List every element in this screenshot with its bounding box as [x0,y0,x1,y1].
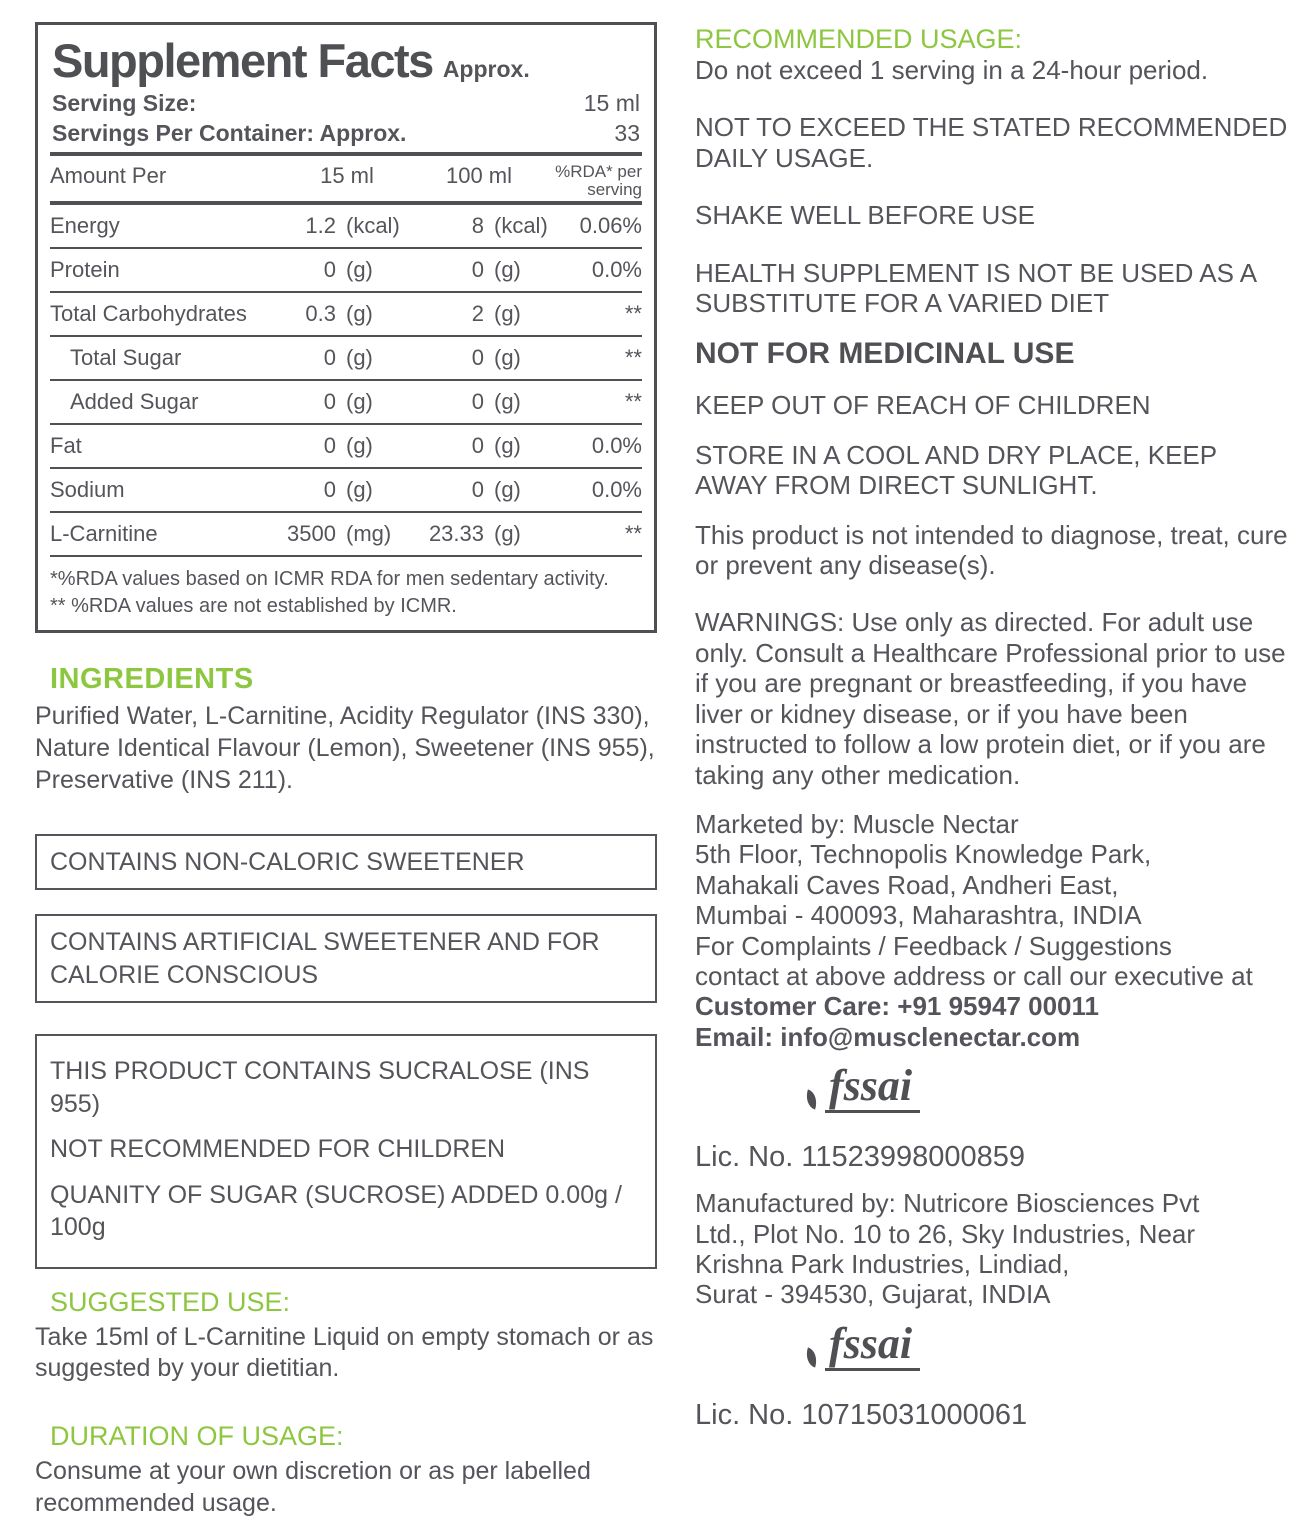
health-supplement-statement: HEALTH SUPPLEMENT IS NOT BE USED AS A SUBSTITUTE FOR A VARIED DIET [695,257,1256,319]
rda-value: ** [624,301,642,327]
unit-15ml: (g) [346,433,373,459]
header-amount-per: Amount Per [50,162,167,188]
warnings-text: WARNINGS: Use only as directed. For adult use only. Consult a Healthcare Professional prior to use if you are pregnant or breastfeeding, if you have liver or kidney disease, or if you have been instructed to follow a low protein diet, or if you are taking any other medication. [695,607,1286,790]
manufactured-by-block [695,1188,1293,1310]
value-100ml: 23.33 [428,521,484,547]
marketed-by-block [695,809,1293,1052]
value-100ml: 0 [471,345,484,371]
unit-100ml: (g) [494,389,521,415]
manufactured-by-line: Manufactured by: Nutricore Biosciences Pvt [695,1188,1200,1219]
nutrient-name: Total Carbohydrates [50,301,247,327]
table-row [50,337,642,381]
unit-15ml: (g) [346,389,373,415]
rda-value: 0.06% [579,213,642,239]
unit-100ml: (g) [494,433,521,459]
license-number-2: Lic. No. 10715031000061 [695,1398,1028,1431]
duration-of-usage-text: Consume at your own discretion or as per labelled recommended usage. [35,1457,591,1517]
rda-value: ** [624,345,642,371]
shake-well-statement: SHAKE WELL BEFORE USE [695,200,1036,231]
fssai-logo: fssai [825,1322,920,1371]
unit-100ml: (g) [494,521,521,547]
value-15ml: 0 [323,389,336,415]
table-header-row [50,152,642,206]
value-100ml: 0 [471,477,484,503]
serving-size-label: Serving Size: [52,90,197,116]
table-row [50,425,642,469]
marketed-by-line: contact at above address or call our executive at [695,960,1253,991]
supplement-facts-panel [35,22,657,633]
rda-value: ** [624,389,642,415]
value-100ml: 0 [471,389,484,415]
nutrient-name: Energy [50,213,120,239]
serving-size-value: 15 ml [583,90,640,116]
table-row [50,249,642,293]
unit-15ml: (kcal) [346,213,400,239]
table-row [50,205,642,249]
value-15ml: 0 [323,257,336,283]
table-row [50,381,642,425]
license-number-1: Lic. No. 11523998000859 [695,1141,1026,1174]
recommended-usage-heading: RECOMMENDED USAGE: [695,24,1023,54]
unit-15ml: (g) [346,345,373,371]
duration-of-usage-heading: DURATION OF USAGE: [50,1421,344,1452]
value-15ml: 0 [323,433,336,459]
unit-100ml: (g) [494,345,521,371]
supplement-facts-title-row [50,31,642,88]
recommended-usage-text: Do not exceed 1 serving in a 24-hour period. [695,55,1209,85]
rda-value: 0.0% [591,257,642,283]
leaf-icon [803,1090,821,1110]
unit-100ml: (kcal) [494,213,548,239]
servings-per-container-value: 33 [614,120,640,147]
customer-care-number: Customer Care: +91 95947 00011 [695,991,1099,1022]
value-15ml: 3500 [287,521,336,547]
ingredients-heading: INGREDIENTS [50,663,254,696]
nutrient-name: Protein [50,257,120,283]
marketed-by-line: Marketed by: Muscle Nectar [695,808,1019,839]
header-15ml: 15 ml [320,162,374,188]
table-footnotes [50,557,642,620]
serving-size-row [50,88,642,118]
unit-100ml: (g) [494,477,521,503]
sucralose-line: THIS PRODUCT CONTAINS SUCRALOSE (INS 955) [50,1057,590,1118]
unit-15ml: (mg) [346,521,392,547]
value-100ml: 2 [471,301,484,327]
not-for-medicinal-use-statement: NOT FOR MEDICINAL USE [695,337,1075,371]
nutrient-name: Sodium [50,477,125,503]
value-15ml: 1.2 [305,213,336,239]
suggested-use-text: Take 15ml of L-Carnitine Liquid on empty stomach or as suggested by your dietitian. [35,1322,654,1383]
marketed-by-line: 5th Floor, Technopolis Knowledge Park, [695,839,1152,870]
not-exceed-statement: NOT TO EXCEED THE STATED RECOMMENDED DAILY USAGE. [695,112,1288,173]
manufactured-by-line: Krishna Park Industries, Lindiad, [695,1248,1070,1279]
value-15ml: 0 [323,477,336,503]
recommended-usage-block [695,24,1293,85]
table-row [50,469,642,513]
nutrient-name: L-Carnitine [50,521,158,547]
marketed-by-line: Mahakali Caves Road, Andheri East, [695,869,1119,900]
supplement-facts-approx: Approx. [442,56,530,82]
servings-per-container-label: Servings Per Container: Approx. [52,120,407,147]
footnote-rda: *%RDA values based on ICMR RDA for men sedentary activity. [50,568,609,591]
leaf-icon [803,1347,821,1367]
manufactured-by-line: Surat - 394530, Gujarat, INDIA [695,1279,1051,1310]
footnote-not-established: ** %RDA values are not established by ICMR. [50,595,457,618]
contact-email: Email: info@musclenectar.com [695,1021,1081,1052]
unit-15ml: (g) [346,301,373,327]
unit-100ml: (g) [494,301,521,327]
not-recommended-line: NOT RECOMMENDED FOR CHILDREN [50,1135,506,1164]
fssai-logo-block [825,1061,922,1135]
header-rda: %RDA* per serving [555,161,642,199]
sugar-quantity-line: QUANITY OF SUGAR (SUCROSE) ADDED 0.00g / 100g [50,1180,622,1242]
marketed-by-line: For Complaints / Feedback / Suggestions [695,930,1172,961]
supplement-facts-title: Supplement Facts [52,34,433,87]
nutrient-name: Fat [50,433,82,459]
fssai-logo: fssai [825,1064,920,1113]
unit-15ml: (g) [346,477,373,503]
rda-value: 0.0% [591,433,642,459]
marketed-by-line: Mumbai - 400093, Maharashtra, INDIA [695,900,1142,931]
unit-100ml: (g) [494,257,521,283]
value-15ml: 0 [323,345,336,371]
suggested-use-heading: SUGGESTED USE: [50,1286,291,1317]
table-row [50,513,642,557]
nutrient-name: Total Sugar [70,345,182,371]
fssai-logo-block [825,1318,922,1393]
storage-statement: STORE IN A COOL AND DRY PLACE, KEEP AWAY FROM DIRECT SUNLIGHT. [695,439,1217,501]
servings-per-container-row [50,118,642,148]
manufactured-by-line: Ltd., Plot No. 10 to 26, Sky Industries, Near [695,1218,1196,1249]
right-column [695,22,1293,1520]
value-100ml: 0 [471,257,484,283]
unit-15ml: (g) [346,257,373,283]
disclaimer-text: This product is not intended to diagnose, treat, cure or prevent any disease(s). [695,519,1288,581]
nutrient-name: Added Sugar [70,389,199,415]
artificial-sweetener-box: CONTAINS ARTIFICIAL SWEETENER AND FOR CALORIE CONSCIOUS [35,914,657,1003]
rda-value: 0.0% [591,477,642,503]
non-caloric-sweetener-box: CONTAINS NON-CALORIC SWEETENER [35,834,657,891]
rda-value: ** [624,521,642,547]
left-column [35,22,657,1520]
value-100ml: 0 [471,433,484,459]
sucralose-box [35,1034,657,1269]
header-100ml: 100 ml [445,162,513,188]
ingredients-text: Purified Water, L-Carnitine, Acidity Regulator (INS 330), Nature Identical Flavour (Lemon), Sweetener (INS 955), Preservative (INS 211). [35,702,655,794]
value-100ml: 8 [471,213,484,239]
keep-out-of-reach-statement: KEEP OUT OF REACH OF CHILDREN [695,390,1151,421]
value-15ml: 0.3 [305,301,336,327]
table-row [50,293,642,337]
